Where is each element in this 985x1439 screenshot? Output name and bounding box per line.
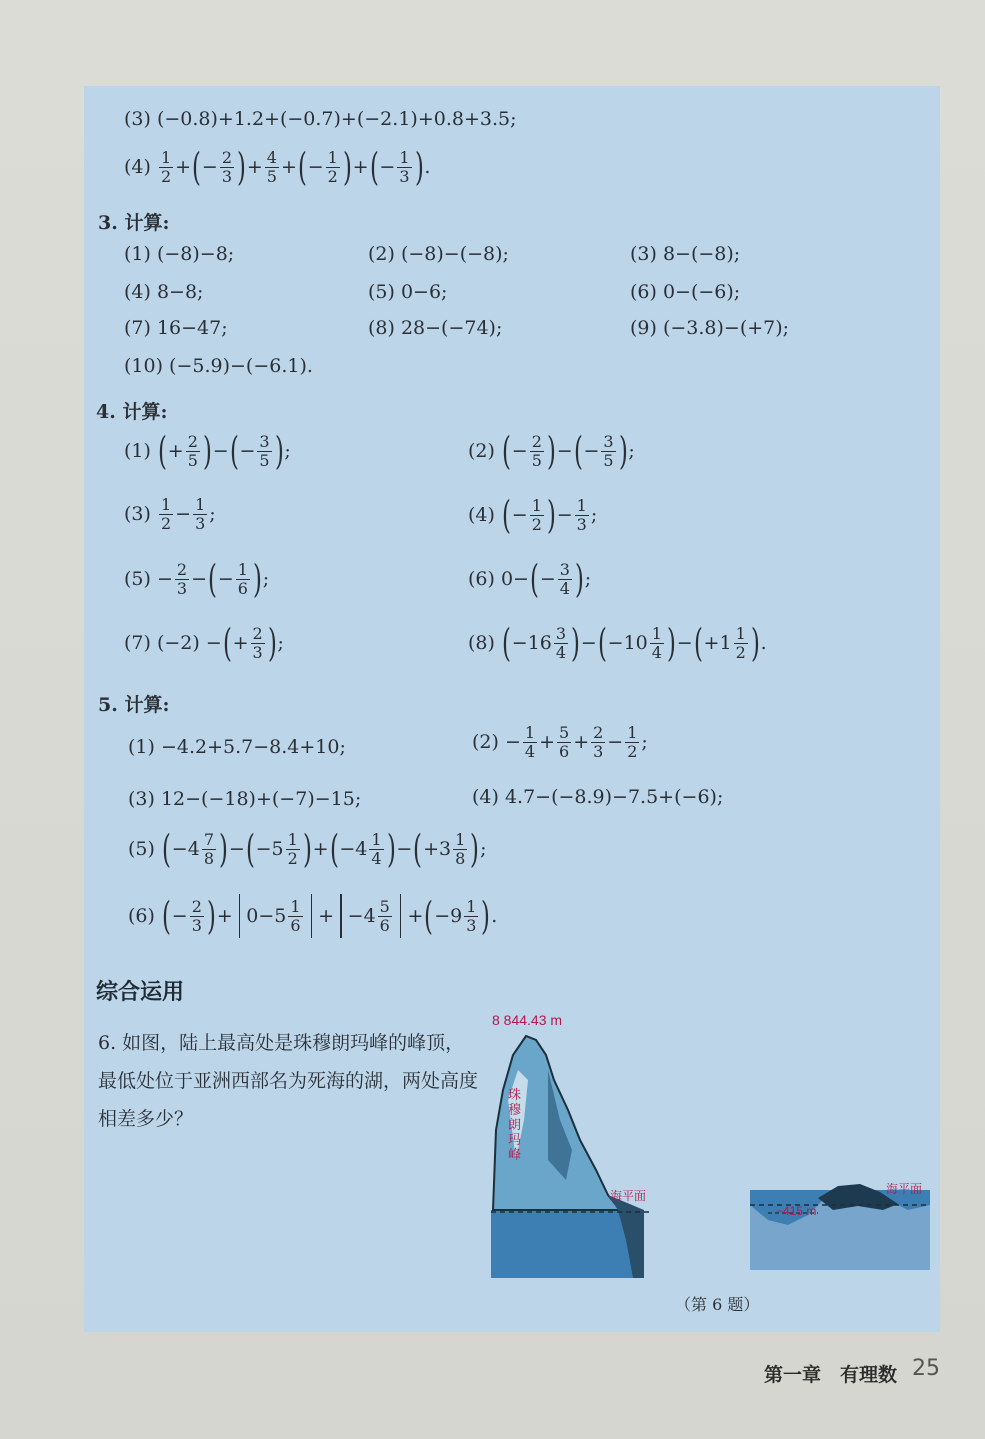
peak-height-label: 8 844.43 m [492, 1012, 563, 1028]
q5-title: 5. 计算: [98, 694, 170, 716]
q3-item-3: (3) 8−(−8); [630, 243, 741, 265]
section-title: 综合运用 [96, 980, 185, 1005]
q3-item-2: (2) (−8)−(−8); [368, 243, 509, 265]
q3-item-10: (10) (−5.9)−(−6.1). [124, 355, 313, 377]
q2-item-3: (3) (−0.8)+1.2+(−0.7)+(−2.1)+0.8+3.5; [124, 108, 517, 130]
dead-sea-depth-label: −415 m [776, 1204, 817, 1218]
q2-item-4: (4) $\frac{1}{2}$ + ( − $\frac{2}{3}$ ) + $\frac{4}{5}$ + ( − $\frac{1}{2}$ ) + ( − $\frac{1}{3}$ ) . [124, 145, 431, 189]
q4-item-8: (8) ( −16 $\frac{3}{4}$ ) − ( −10 $\frac{1}{4}$ ) − ( +1 $\frac{1}{2}$ ) . [468, 621, 767, 665]
q4-title: 4. 计算: [96, 401, 168, 423]
q4-item-2: (2) ( − $\frac{2}{5}$ ) − ( − $\frac{3}{5}$ ) ; [468, 429, 635, 473]
q5-item-3: (3) 12−(−18)+(−7)−15; [128, 788, 362, 810]
q5-item-1: (1) −4.2+5.7−8.4+10; [128, 736, 346, 758]
q4-item-3: (3) $\frac{1}{2}$ − $\frac{1}{3}$ ; [124, 495, 216, 533]
q3-item-6: (6) 0−(−6); [630, 281, 741, 303]
q3-item-8: (8) 28−(−74); [368, 317, 503, 339]
q4-item-5: (5) − $\frac{2}{3}$ − ( − $\frac{1}{6}$ ) ; [124, 557, 270, 601]
q6-text: 6. 如图，陆上最高处是珠穆朗玛峰的峰顶，最低处位于亚洲西部名为死海的湖，两处高度相差多少？ [98, 1032, 479, 1130]
q5-item-6: (6) ( − $\frac{2}{3}$ ) + 0−5 $\frac{1}{6}$ + −4 $\frac{5}{6}$ + ( −9 $\frac{1}{3}$ ) . [128, 894, 498, 938]
q3-item-9: (9) (−3.8)−(+7); [630, 317, 790, 339]
q5-item-4: (4) 4.7−(−8.9)−7.5+(−6); [472, 786, 724, 808]
q4-item-7: (7) (−2) − ( + $\frac{2}{3}$ ) ; [124, 621, 284, 665]
chapter-footer: 第一章 有理数 [764, 1364, 898, 1386]
q3-item-1: (1) (−8)−8; [124, 243, 235, 265]
sea-level-label-right: 海平面 [886, 1182, 923, 1196]
q3-item-4: (4) 8−8; [124, 281, 204, 303]
q3-item-7: (7) 16−47; [124, 317, 228, 339]
everest-deadsea-figure [488, 1010, 933, 1280]
figure-caption: （第 6 题） [675, 1295, 760, 1314]
q4-item-1: (1) ( + $\frac{2}{5}$ ) − ( − $\frac{3}{5}$ ) ; [124, 429, 291, 473]
q4-item-6: (6) 0− ( − $\frac{3}{4}$ ) ; [468, 557, 592, 601]
mountain-name-label: 珠穆朗玛峰 [508, 1088, 522, 1163]
q5-item-2: (2) − $\frac{1}{4}$ + $\frac{5}{6}$ + $\frac{2}{3}$ − $\frac{1}{2}$ ; [472, 723, 648, 761]
q4-item-4: (4) ( − $\frac{1}{2}$ ) − $\frac{1}{3}$ ; [468, 493, 598, 537]
q3-item-5: (5) 0−6; [368, 281, 448, 303]
q3-title: 3. 计算: [98, 212, 170, 234]
page-number: 25 [912, 1356, 940, 1381]
q5-item-5: (5) ( −4 $\frac{7}{8}$ ) − ( −5 $\frac{1}{2}$ ) + ( −4 $\frac{1}{4}$ ) − ( +3 $\frac{1}{8}$ ) ; [128, 827, 487, 871]
sea-level-label-left: 海平面 [610, 1189, 647, 1203]
figure-illustration [488, 1010, 933, 1280]
